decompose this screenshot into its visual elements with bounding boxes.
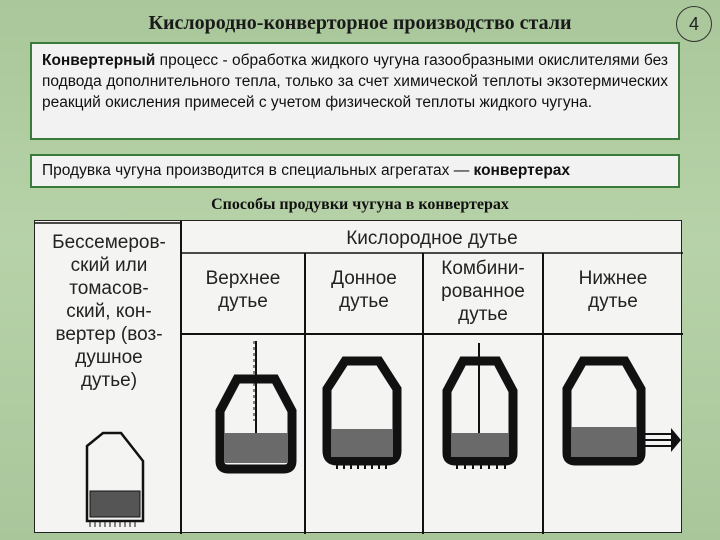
- bessemer-label-line: душное: [75, 347, 143, 368]
- bottom-blow-converter-icon: [327, 361, 397, 469]
- definition-term: Конвертерный: [42, 52, 156, 69]
- note-box: [30, 154, 680, 188]
- figure-subtitle: Способы продувки чугуна в конвертерах: [211, 196, 509, 213]
- definition-text: процесс - обработка жидкого чугуна газообразными окислителями без подвода дополнительного тепла, только за счет химической теплоты экзотермических реакций окисления примесей с учетом физической теплоты жидкого чугуна.: [42, 52, 668, 111]
- top-blow-label-line: дутье: [218, 291, 268, 312]
- slide-number-badge: 4: [676, 6, 712, 42]
- combined-blow-label-line: рованное: [441, 281, 525, 302]
- bottom-blow-label-line: дутье: [339, 291, 389, 312]
- combined-blow-label-line: Комбини-: [441, 258, 525, 279]
- top-blow-label: [181, 267, 305, 313]
- top-blow-label-line: Верхнее: [205, 268, 281, 289]
- side-blow-converter-icon: [567, 361, 681, 461]
- bessemer-label-line: дутье): [80, 370, 138, 391]
- bessemer-label: [37, 231, 181, 392]
- bottom-blow-label: [305, 267, 423, 313]
- note-emphasis: конвертерах: [473, 162, 571, 179]
- bessemer-label-line: ский или: [70, 255, 148, 276]
- combined-blow-label: [423, 257, 543, 326]
- bessemer-label-line: ский, кон-: [66, 301, 152, 322]
- combined-blow-converter-icon: [447, 343, 513, 469]
- side-blow-label-line: Нижнее: [578, 268, 648, 289]
- converter-figure: [34, 220, 682, 533]
- combined-blow-label-line: дутье: [458, 304, 508, 325]
- slide-title: Кислородно-конверторное производство стали: [148, 12, 572, 34]
- definition-box: [30, 42, 680, 140]
- bessemer-converter-icon: [87, 433, 143, 527]
- bessemer-label-line: томасов-: [69, 278, 149, 299]
- note-text: Продувка чугуна производится в специальных агрегатах —: [42, 162, 474, 179]
- side-blow-label-line: дутье: [588, 291, 638, 312]
- bessemer-label-line: вертер (воз-: [55, 324, 163, 345]
- top-blow-converter-icon: [220, 341, 292, 469]
- bessemer-label-line: Бессемеров-: [52, 232, 166, 253]
- bottom-blow-label-line: Донное: [331, 268, 397, 289]
- side-blow-label: [543, 267, 683, 313]
- oxygen-blow-header: Кислородное дутье: [346, 228, 518, 249]
